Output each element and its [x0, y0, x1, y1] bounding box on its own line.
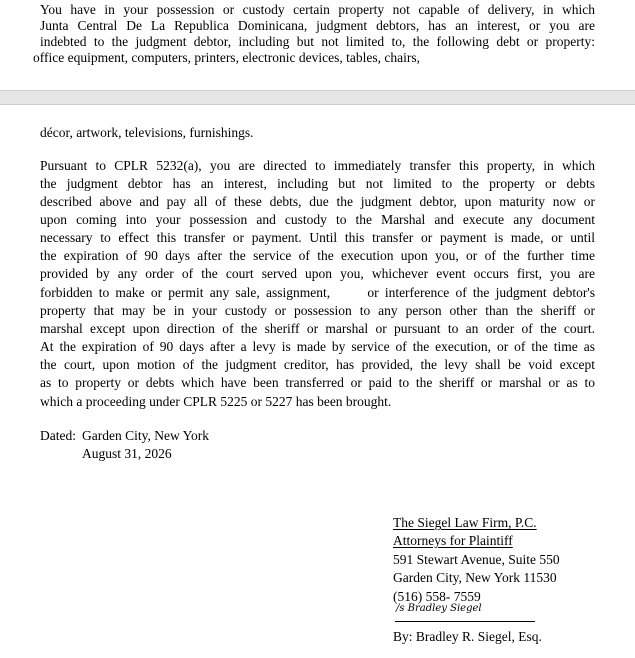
main-paragraph-line: marshal except upon direction of the sheriff or marshal or pursuant to an order of the court.	[40, 321, 595, 336]
top-paragraph-line-2: Junta Central De La Republica Dominicana, judgment debtors, has an interest, or you are	[40, 18, 595, 33]
address-line-2: Garden City, New York 11530	[393, 570, 557, 585]
top-paragraph-line-3: indebted to the judgment debtor, including but not limited to, the following debt or property:	[40, 34, 595, 49]
dated-label: Dated:	[40, 428, 76, 443]
signature-line	[395, 605, 535, 622]
main-paragraph-line: described above and pay all of these debts, due the judgment debtor, upon maturity now or	[40, 194, 595, 209]
page-top-section	[0, 0, 635, 90]
main-paragraph-line: provided by any order of the court served upon you, whichever event occurs first, you are	[40, 266, 595, 281]
dated-place: Garden City, New York	[82, 428, 209, 443]
main-paragraph-line: the expiration of 90 days after the service of the execution upon you, or of the further time	[40, 248, 595, 263]
main-paragraph-line: which a proceeding under CPLR 5225 or 5227 has been brought.	[40, 394, 392, 409]
main-paragraph-line: necessary to effect this transfer or payment. Until this transfer or payment is made, or until	[40, 230, 595, 245]
continuation-line: décor, artwork, televisions, furnishings.	[40, 125, 254, 140]
main-paragraph-line: forbidden to make or permit any sale, assignment, or interference of the judgment debtor's	[40, 285, 595, 300]
address-line-1: 591 Stewart Avenue, Suite 550	[393, 552, 560, 567]
by-line: By: Bradley R. Siegel, Esq.	[393, 629, 542, 644]
top-paragraph-line-4: office equipment, computers, printers, electronic devices, tables, chairs,	[33, 50, 420, 65]
firm-role: Attorneys for Plaintiff	[393, 533, 513, 548]
top-paragraph-line-1: You have in your possession or custody certain property not capable of delivery, in which	[40, 2, 595, 17]
main-paragraph-line: as to property or debts which have been transferred or paid to the sheriff or marshal or as to	[40, 375, 595, 390]
phone-number: (516) 558- 7559	[393, 589, 481, 604]
main-paragraph-line: Pursuant to CPLR 5232(a), you are directed to immediately transfer this property, in which	[40, 158, 595, 173]
signature: /s Bradley Siegel	[396, 603, 482, 614]
firm-name: The Siegel Law Firm, P.C.	[393, 515, 537, 530]
page-break-gap	[0, 90, 635, 105]
dated-date: August 31, 2026	[82, 446, 172, 461]
main-paragraph-line: the court, upon motion of the judgment creditor, has provided, the levy shall be void except	[40, 357, 595, 372]
main-paragraph-line: At the expiration of 90 days after a levy is made by service of the execution, or of the time as	[40, 339, 595, 354]
main-paragraph-line: property that may be in your custody or possession to any person other than the sheriff or	[40, 303, 595, 318]
main-paragraph-line: upon coming into your possession and custody to the Marshal and execute any document	[40, 212, 595, 227]
main-paragraph-line: the judgment debtor has an interest, including but not limited to the property or debts	[40, 176, 595, 191]
